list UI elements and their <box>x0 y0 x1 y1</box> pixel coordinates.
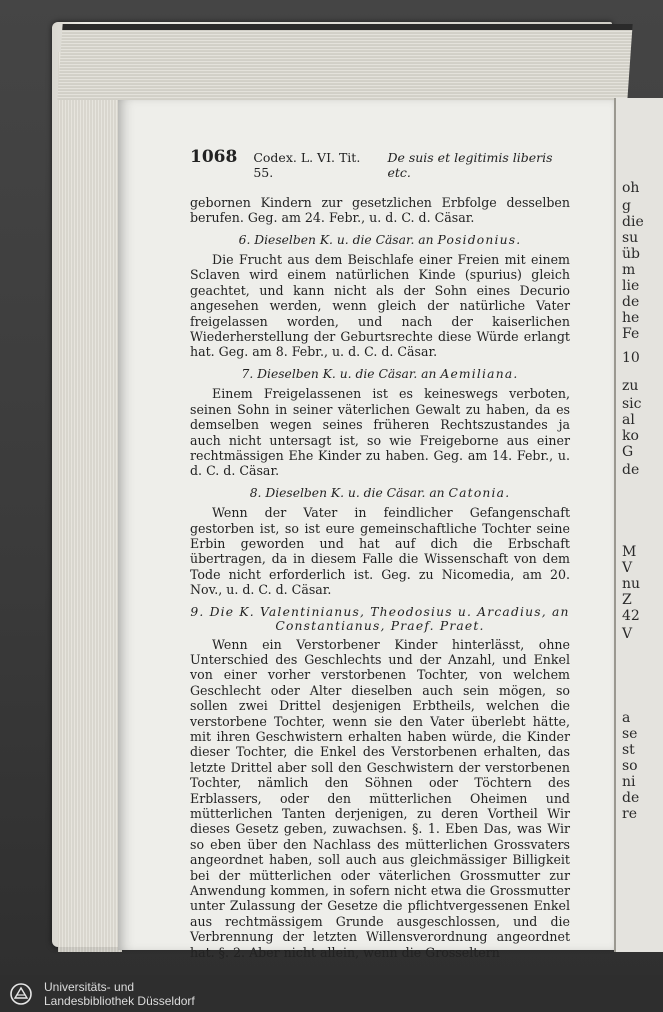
intro-paragraph: gebornen Kindern zur gesetzlichen Erbfolge desselben berufen. Geg. am 24. Febr., u. d. C. d. Cäsar. <box>190 194 570 226</box>
codex-reference: Codex. L. VI. Tit. 55. <box>253 150 361 181</box>
heading-name: Aemiliana. <box>440 366 519 381</box>
heading-line-1: 9. Die K. Valentinianus, Theodosius u. Arcadius, an <box>190 604 570 619</box>
right-page-fragment: G <box>622 444 634 460</box>
right-page-fragment: üb <box>622 246 640 262</box>
right-page-fragment: 10 <box>622 350 640 366</box>
right-page-fragment: lie <box>622 278 640 294</box>
right-page-fragment: st <box>622 742 635 758</box>
library-name <box>44 980 195 1008</box>
right-page-fragment: so <box>622 758 638 774</box>
section-body-7: Einem Freigelassenen ist es keineswegs verboten, seinen Sohn in seiner väterlichen Gewalt zu haben, da es demselben wegen seines früheren Rechtszustandes ja auch nicht untersagt ist, so wie Freigeborne aus einer rechtmässigen Ehe Kinder zu haben. Geg. am 14. Febr., u. d. C. d. Cäsar. <box>190 386 570 479</box>
right-page-fragment: al <box>622 412 635 428</box>
right-page-fragment: V <box>622 560 633 576</box>
page-number: 1068 <box>190 147 238 167</box>
right-page <box>614 98 663 952</box>
right-page-fragment: Z <box>622 592 632 608</box>
page-edges <box>58 52 122 952</box>
right-page-fragment: de <box>622 462 640 478</box>
running-head <box>190 147 570 181</box>
right-page-fragment: g <box>622 198 631 214</box>
section-body-8: Wenn der Vater in feindlicher Gefangenschaft gestorben ist, so ist eure gemeinschaftliche Tochter seine Erbin geworden und hat auf dich die Erbschaft übertragen, da in diesem Falle die Wissenschaft von dem Tode nicht erforderlich ist. Geg. zu Nicomedia, am 20. Nov., u. d. C. d. Cäsar. <box>190 505 570 598</box>
heading-prefix: 8. Dieselben K. u. die Cäsar. an <box>249 485 445 500</box>
heading-name: Posidonius. <box>437 232 522 247</box>
right-page-fragment: re <box>622 806 637 822</box>
right-page-fragment: die <box>622 214 644 230</box>
heading-prefix: 7. Dieselben K. u. die Cäsar. an <box>241 366 437 381</box>
right-page-fragment: he <box>622 310 640 326</box>
right-page-fragment: V <box>622 626 633 642</box>
right-page-fragment: m <box>622 262 636 278</box>
right-page-fragment: Fe <box>622 326 640 342</box>
book-top-edge <box>57 24 632 100</box>
running-title: De suis et legitimis liberis etc. <box>387 150 553 181</box>
section-heading-7 <box>190 367 570 382</box>
library-name-line-1: Universitäts- und <box>44 979 135 994</box>
right-page-fragment: ni <box>622 774 636 790</box>
library-name-line-2: Landesbibliothek Düsseldorf <box>44 993 195 1008</box>
right-page-fragment: a <box>622 710 631 726</box>
right-page-fragment: oh <box>622 180 640 196</box>
right-page-fragment: sic <box>622 396 642 412</box>
right-page-fragment: nu <box>622 576 641 592</box>
section-body-6: Die Frucht aus dem Beischlafe einer Freien mit einem Sclaven wird einem natürlichen Kinde (spurius) gleich geachtet, und kann nicht als der Sohn eines Decurio angesehen werden, wenn gleich der natürliche Vater freigelassen worden, und nach der kaiserlichen Wiederherstellung der Geburtsrechte diese Würde erlangt hat. Geg. am 8. Febr., u. d. C. d. Cäsar. <box>190 252 570 360</box>
right-page-fragment: se <box>622 726 638 742</box>
right-page-fragment: de <box>622 790 640 806</box>
page-content <box>190 147 570 960</box>
section-body-9: Wenn ein Verstorbener Kinder hinterlässt, ohne Unterschied des Geschlechts und der Anzahl, und Enkel von einer vorher verstorbenen Tochter, von welchem Geschlecht oder Alter dieselben auch sein mögen, so sollen zwei Drittel desjenigen Erbtheils, welchen die verstorbene Tochter, wenn sie den Vater überlebt hätte, mit ihren Geschwistern erhalten haben würde, die Kinder dieser Tochter, die Enkel des Verstorbenen erhalten, das letzte Drittel aber soll den Geschwistern der verstorbenen Tochter, nämlich den Söhnen oder Töchtern des Erblassers, oder den mütterlichen Oheimen und mütterlichen Tanten derjenigen, zu deren Vortheil Wir dieses Gesetz geben, zuwachsen. §. 1. Eben Das, was Wir so eben über den Nachlass des mütterlichen Grossvaters angeordnet haben, soll auch aus gleichmässiger Billigkeit bei der mütterlichen oder väterlichen Grossmutter zur Anwendung kommen, in sofern nicht etwa die Grossmutter unter Zulassung der Gesetze die pflichtvergessenen Enkel aus rechtmässigem Grunde ausgeschlossen, und die Verbrennung der letzten Willensverordnung angeordnet hat. §. 2. Aber nicht allein, wenn die Grosseltern <box>190 636 570 960</box>
heading-prefix: 6. Dieselben K. u. die Cäsar. an <box>238 232 434 247</box>
right-page-fragment: M <box>622 544 637 560</box>
right-page-fragment: su <box>622 230 639 246</box>
heading-name: Catonia. <box>448 485 511 500</box>
library-logo-icon <box>8 981 34 1007</box>
section-heading-6 <box>190 233 570 248</box>
right-page-fragment: ko <box>622 428 639 444</box>
right-page-fragment: 42 <box>622 608 640 624</box>
section-heading-9 <box>190 605 570 633</box>
section-heading-8 <box>190 486 570 501</box>
right-page-fragment: zu <box>622 378 639 394</box>
footer-bar <box>0 975 663 1012</box>
right-page-fragment: de <box>622 294 640 310</box>
heading-line-2: Constantianus, Praef. Praet. <box>275 618 485 633</box>
